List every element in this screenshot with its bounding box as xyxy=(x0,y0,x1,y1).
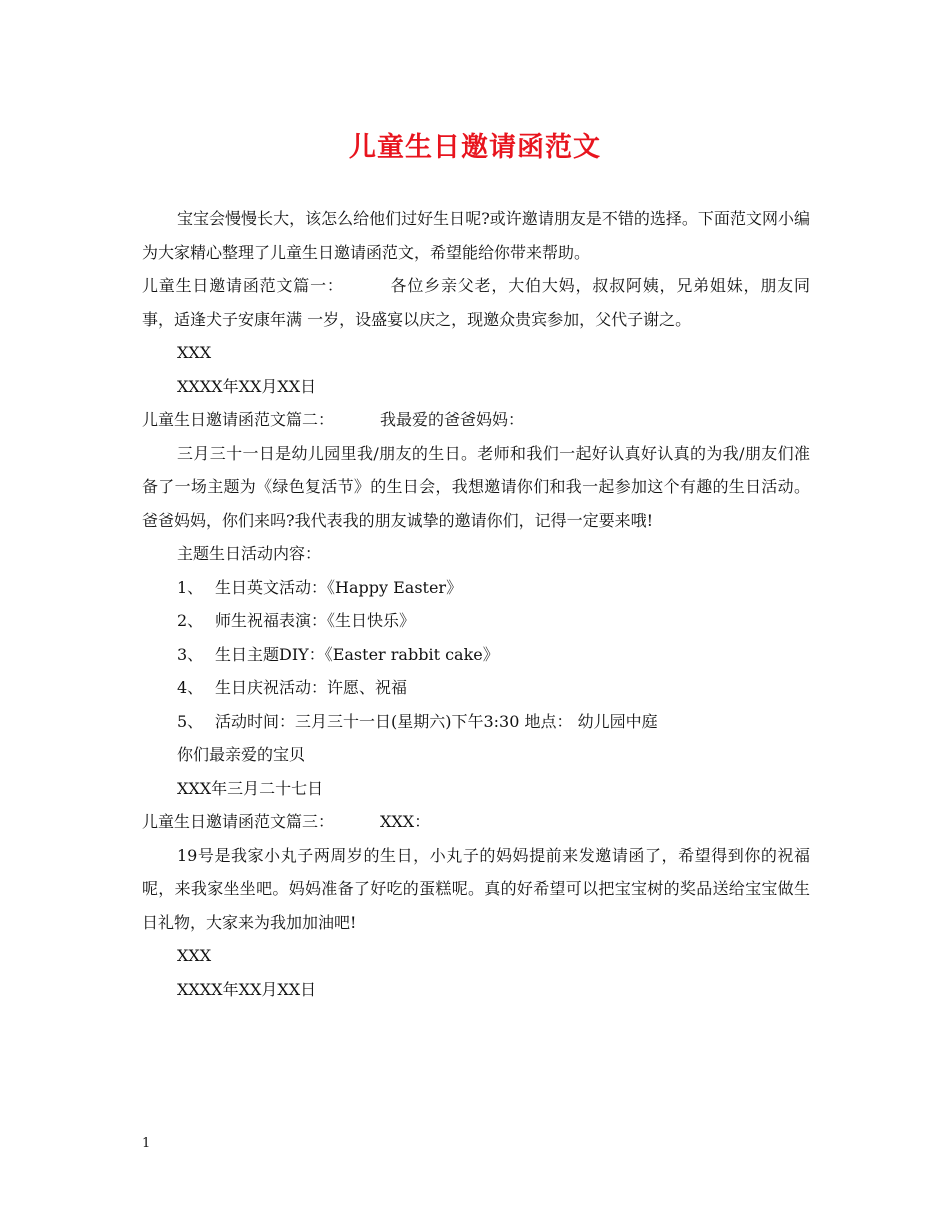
list-item-number: 2、 xyxy=(177,611,204,630)
part2-date: XXX年三月二十七日 xyxy=(177,778,324,798)
list-item-text: 生日主题DIY：《Easter rabbit cake》 xyxy=(215,644,499,664)
document-body xyxy=(142,202,810,1006)
part1-heading: 儿童生日邀请函范文篇一： xyxy=(142,276,344,295)
list-item xyxy=(142,671,810,705)
part3-greeting: XXX： xyxy=(380,812,431,831)
list-item-text: 师生祝福表演：《生日快乐》 xyxy=(215,611,416,630)
part2-heading-line xyxy=(142,403,810,437)
list-item xyxy=(142,604,810,638)
part2-signature: 你们最亲爱的宝贝 xyxy=(177,745,306,764)
part2-paragraph: 三月三十一日是幼儿园里我/朋友的生日。老师和我们一起好认真好认真的为我/朋友们准备了一场主题为《绿色复活节》的生日会，我想邀请你们和我一起参加这个有趣的生日活动。爸爸妈妈，你们来吗?我代表我的朋友诚挚的邀请你们，记得一定要来哦! xyxy=(142,443,810,530)
part1-paragraph xyxy=(142,269,810,336)
part1-date: XXXX年XX月XX日 xyxy=(177,376,317,396)
part1-signature: XXX xyxy=(177,343,212,362)
document-title: 儿童生日邀请函范文 xyxy=(349,132,601,163)
list-item-number: 1、 xyxy=(177,577,204,597)
part3-signature: XXX xyxy=(177,946,212,965)
list-item-text: 活动时间：三月三十一日(星期六)下午3:30 地点： 幼儿园中庭 xyxy=(215,711,658,731)
list-item-number: 4、 xyxy=(177,678,204,697)
list-item-number: 3、 xyxy=(177,644,204,664)
list-item xyxy=(142,638,810,672)
part3-heading: 儿童生日邀请函范文篇三： xyxy=(142,812,335,831)
part3-date: XXXX年XX月XX日 xyxy=(177,979,317,999)
list-item-text: 生日英文活动：《Happy Easter》 xyxy=(215,577,463,597)
page-number: 1 xyxy=(142,1136,151,1151)
part2-list-title: 主题生日活动内容： xyxy=(177,544,322,563)
intro-paragraph: 宝宝会慢慢长大，该怎么给他们过好生日呢?或许邀请朋友是不错的选择。下面范文网小编为大家精心整理了儿童生日邀请函范文，希望能给你带来帮助。 xyxy=(142,209,810,262)
part3-paragraph: 19号是我家小丸子两周岁的生日，小丸子的妈妈提前来发邀请函了，希望得到你的祝福呢，来我家坐坐吧。妈妈准备了好吃的蛋糕呢。真的好希望可以把宝宝树的奖品送给宝宝做生日礼物，大家来为我加加油吧! xyxy=(142,845,810,932)
list-item xyxy=(142,571,810,605)
list-item-text: 生日庆祝活动：许愿、祝福 xyxy=(215,678,408,697)
list-item xyxy=(142,705,810,739)
part2-heading: 儿童生日邀请函范文篇二： xyxy=(142,410,335,429)
part1-text: 各位乡亲父老，大伯大妈，叔叔阿姨，兄弟姐妹，朋友同事，适逢犬子安康年满 一岁，设盛宴以庆之，现邀众贵宾参加，父代子谢之。 xyxy=(142,276,810,329)
part2-greeting: 我最爱的爸爸妈妈： xyxy=(380,410,525,429)
list-item-number: 5、 xyxy=(177,711,204,731)
part3-heading-line xyxy=(142,805,810,839)
